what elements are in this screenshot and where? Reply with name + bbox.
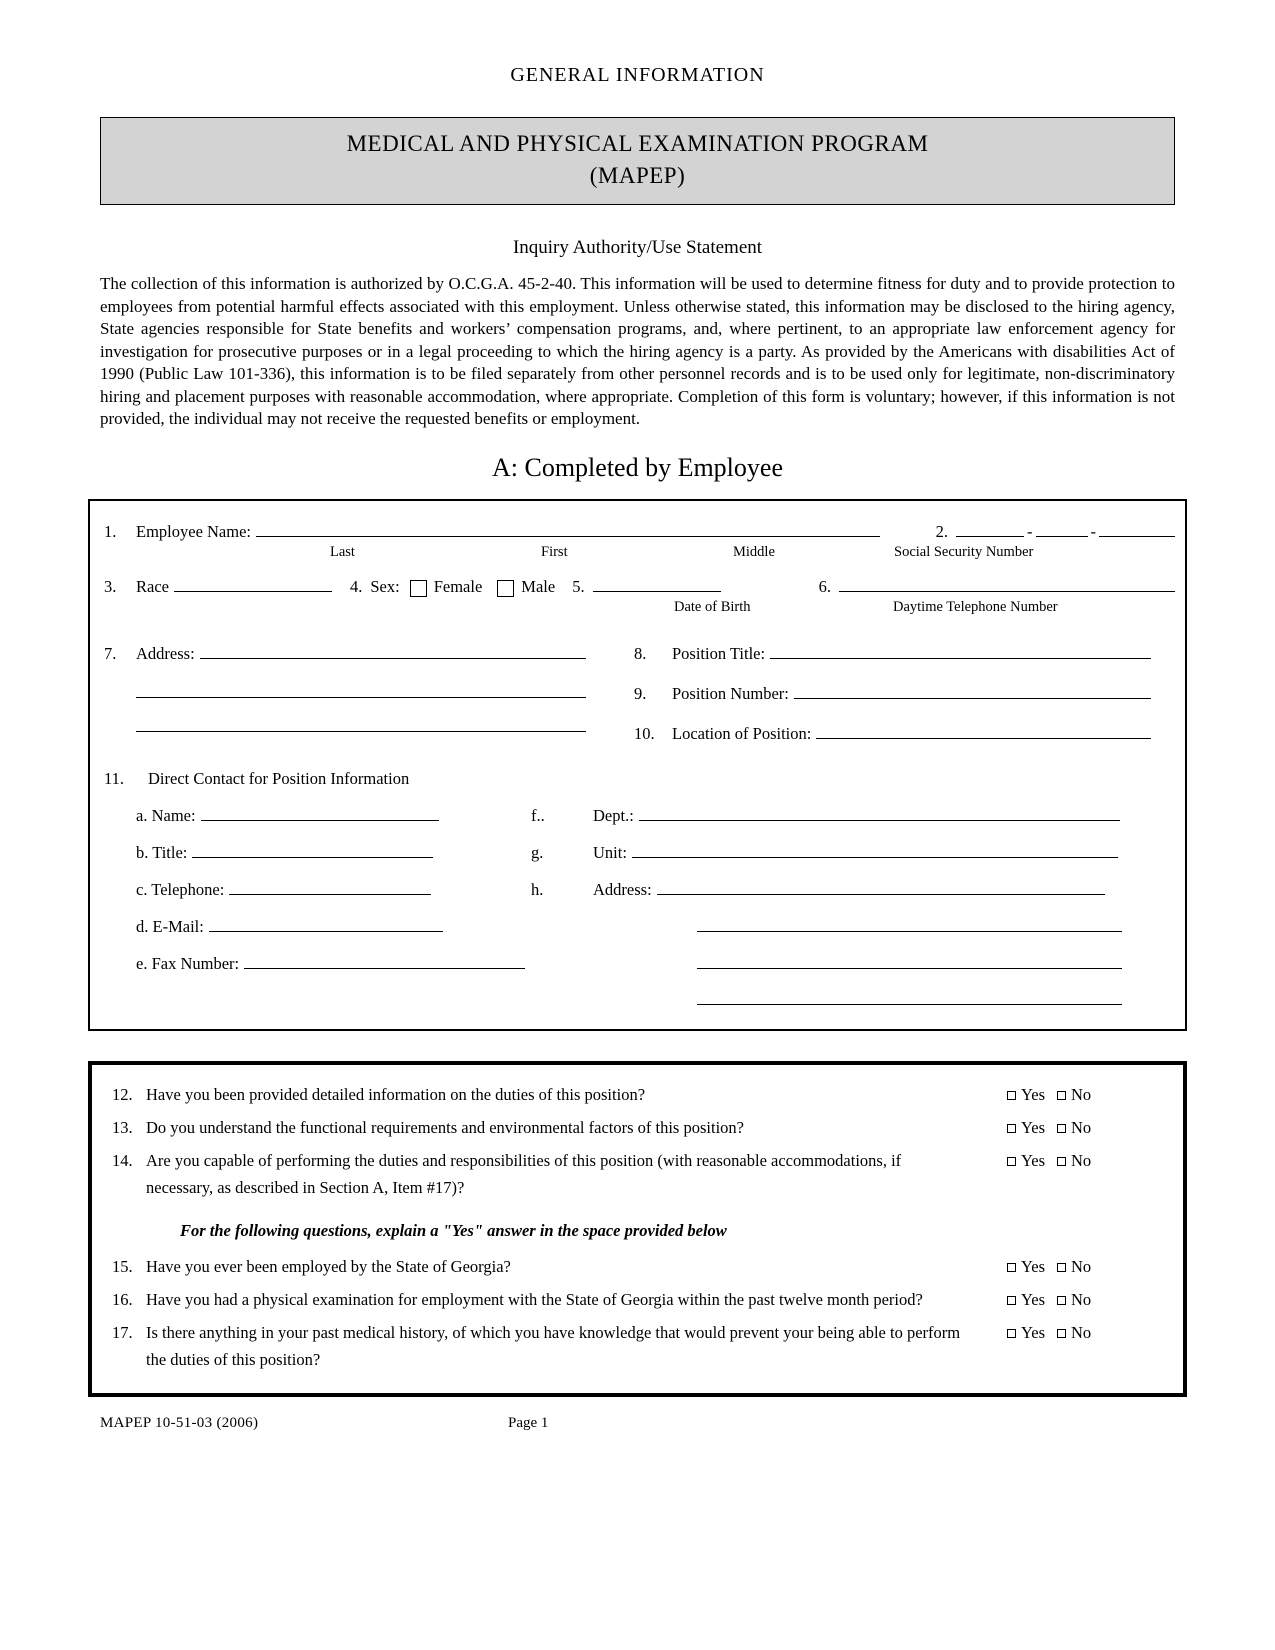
item6-number: 6. xyxy=(818,576,831,596)
ssn-part1-input[interactable] xyxy=(956,522,1024,537)
position-number-input[interactable] xyxy=(794,684,1151,699)
race-sex-dob-row xyxy=(104,576,1175,597)
question-row-15 xyxy=(112,1253,1163,1280)
no-label: No xyxy=(1071,1084,1092,1104)
questions-box xyxy=(88,1061,1187,1397)
page-footer xyxy=(88,1415,1187,1432)
contact-name-input[interactable] xyxy=(201,806,439,821)
contact-title-label: b. Title: xyxy=(136,842,188,862)
yes-checkbox[interactable] xyxy=(1007,1263,1016,1272)
contact-row xyxy=(104,842,1175,863)
yes-no-options xyxy=(1007,1081,1163,1108)
question-number: 17. xyxy=(112,1322,133,1342)
daytime-phone-input[interactable] xyxy=(839,577,1175,592)
yes-no-options xyxy=(1007,1253,1163,1280)
question-number: 13. xyxy=(112,1117,133,1137)
contact-unit-cell xyxy=(593,842,1175,863)
dob-phone-sublabels-row xyxy=(104,599,1175,619)
no-checkbox[interactable] xyxy=(1057,1329,1066,1338)
question-number: 16. xyxy=(112,1289,133,1309)
question-text: Have you ever been employed by the State of Georgia? xyxy=(146,1256,511,1276)
contact-address-line2-input[interactable] xyxy=(697,917,1122,932)
contact-address-line1-input[interactable] xyxy=(657,880,1105,895)
employee-name-row xyxy=(104,521,1175,542)
question-row-14 xyxy=(112,1147,1163,1201)
contact-address-cell xyxy=(593,879,1175,900)
employee-name-input[interactable] xyxy=(256,522,880,537)
date-of-birth-input[interactable] xyxy=(593,577,721,592)
position-column xyxy=(634,643,1175,744)
section-a-box xyxy=(88,499,1187,1031)
yes-checkbox[interactable] xyxy=(1007,1329,1016,1338)
contact-telephone-cell xyxy=(104,879,531,900)
item5-number: 5. xyxy=(572,576,585,596)
item7-number: 7. xyxy=(104,643,117,663)
position-location-row xyxy=(634,723,1175,744)
question-row-13 xyxy=(112,1114,1163,1141)
question-number: 12. xyxy=(112,1084,133,1104)
question-row-12 xyxy=(112,1081,1163,1108)
position-title-label: Position Title: xyxy=(672,643,766,663)
address-label: Address: xyxy=(136,643,195,663)
yes-label: Yes xyxy=(1021,1289,1046,1309)
no-label: No xyxy=(1071,1289,1092,1309)
program-subtitle: (MAPEP) xyxy=(589,163,686,188)
contact-unit-label: Unit: xyxy=(593,842,627,862)
contact-address-label: Address: xyxy=(593,879,652,899)
question-text: Have you been provided detailed information on the duties of this position? xyxy=(146,1084,646,1104)
position-number-row xyxy=(634,683,1175,704)
yes-no-options xyxy=(1007,1286,1163,1313)
contact-row xyxy=(104,879,1175,900)
contact-unit-input[interactable] xyxy=(632,843,1118,858)
yes-explanation-instruction: For the following questions, explain a "Yes" answer in the space provided below xyxy=(180,1220,727,1240)
yes-label: Yes xyxy=(1021,1256,1046,1276)
address-column xyxy=(104,643,586,732)
contact-dept-letter: f.. xyxy=(531,805,545,825)
position-title-row xyxy=(634,643,1175,664)
contact-email-label: d. E-Mail: xyxy=(136,916,204,936)
question-row-17 xyxy=(112,1319,1163,1373)
question-text: Are you capable of performing the duties and responsibilities of this position (with reasonable accommodations, if necessary, as described in Section A, Item #17)? xyxy=(146,1150,902,1197)
question-text: Have you had a physical examination for employment with the State of Georgia within the past twelve month period? xyxy=(146,1289,923,1309)
no-checkbox[interactable] xyxy=(1057,1124,1066,1133)
yes-checkbox[interactable] xyxy=(1007,1157,1016,1166)
contact-telephone-input[interactable] xyxy=(229,880,431,895)
item4-number: 4. xyxy=(349,576,363,596)
position-title-input[interactable] xyxy=(770,644,1151,659)
page-heading: GENERAL INFORMATION xyxy=(510,64,765,86)
position-location-label: Location of Position: xyxy=(672,723,812,743)
question-number: 15. xyxy=(112,1256,133,1276)
contact-telephone-label: c. Telephone: xyxy=(136,879,225,899)
yes-no-options xyxy=(1007,1147,1163,1174)
question-text: Is there anything in your past medical history, of which you have knowledge that would prevent your being able to perform the duties of this position? xyxy=(146,1322,961,1369)
first-name-sublabel: First xyxy=(541,543,568,560)
employee-name-label: Employee Name: xyxy=(136,521,252,541)
address-row xyxy=(104,643,586,664)
item3-number: 3. xyxy=(104,576,117,596)
no-checkbox[interactable] xyxy=(1057,1263,1066,1272)
daytime-phone-sublabel: Daytime Telephone Number xyxy=(893,598,1058,615)
direct-contact-header xyxy=(104,768,1175,789)
contact-dept-label: Dept.: xyxy=(593,805,634,825)
item8-number: 8. xyxy=(634,643,647,663)
contact-row xyxy=(104,953,1175,974)
contact-fax-cell xyxy=(104,953,531,974)
program-title-box xyxy=(100,117,1175,205)
ssn-separator: - xyxy=(1027,521,1033,541)
statement-title: Inquiry Authority/Use Statement xyxy=(512,237,763,258)
yes-checkbox[interactable] xyxy=(1007,1091,1016,1100)
item1-number: 1. xyxy=(104,521,117,541)
contact-name-label: a. Name: xyxy=(136,805,196,825)
address-line3-input[interactable] xyxy=(136,717,586,732)
contact-address-letter: h. xyxy=(531,879,544,899)
address-row xyxy=(104,717,586,732)
date-of-birth-sublabel: Date of Birth xyxy=(674,598,751,615)
contact-dept-cell xyxy=(593,805,1175,826)
no-checkbox[interactable] xyxy=(1057,1296,1066,1305)
contact-row xyxy=(104,805,1175,826)
contact-dept-input[interactable] xyxy=(639,806,1120,821)
contact-email-cell xyxy=(104,916,531,937)
race-input[interactable] xyxy=(174,577,332,592)
contact-unit-letter: g. xyxy=(531,842,544,862)
last-name-sublabel: Last xyxy=(330,543,355,560)
male-label: Male xyxy=(521,576,556,596)
contact-fax-input[interactable] xyxy=(244,954,525,969)
ssn-separator: - xyxy=(1090,521,1096,541)
position-number-label: Position Number: xyxy=(672,683,789,703)
contact-address-line4-input[interactable] xyxy=(697,990,1122,1005)
direct-contact-label: Direct Contact for Position Information xyxy=(148,768,410,788)
position-location-input[interactable] xyxy=(816,724,1151,739)
contact-title-input[interactable] xyxy=(192,843,433,858)
section-a-title: A: Completed by Employee xyxy=(491,452,783,482)
female-label: Female xyxy=(433,576,483,596)
sex-label: Sex: xyxy=(370,576,400,596)
contact-title-cell xyxy=(104,842,531,863)
contact-fax-label: e. Fax Number: xyxy=(136,953,240,973)
yes-label: Yes xyxy=(1021,1322,1046,1342)
question-row-16 xyxy=(112,1286,1163,1313)
male-checkbox[interactable] xyxy=(497,580,514,597)
item10-number: 10. xyxy=(634,723,655,743)
contact-row xyxy=(104,916,1175,937)
contact-address-cont-cell xyxy=(593,917,1175,932)
address-position-row xyxy=(104,643,1175,744)
program-title: MEDICAL AND PHYSICAL EXAMINATION PROGRAM xyxy=(346,131,929,156)
address-row xyxy=(104,683,586,698)
no-checkbox[interactable] xyxy=(1057,1157,1066,1166)
yes-label: Yes xyxy=(1021,1150,1046,1170)
female-checkbox[interactable] xyxy=(410,580,427,597)
page-number: Page 1 xyxy=(508,1414,549,1431)
question-text: Do you understand the functional requirements and environmental factors of this position? xyxy=(146,1117,744,1137)
question-number: 14. xyxy=(112,1150,133,1170)
contact-row xyxy=(104,990,1175,1005)
no-label: No xyxy=(1071,1322,1092,1342)
yes-label: Yes xyxy=(1021,1117,1046,1137)
contact-email-input[interactable] xyxy=(209,917,443,932)
contact-address-cont-cell xyxy=(593,990,1175,1005)
address-line2-input[interactable] xyxy=(136,683,586,698)
contact-address-cont-cell xyxy=(593,954,1175,969)
ssn-sublabel: Social Security Number xyxy=(894,543,1034,560)
name-sublabels-row xyxy=(104,544,1175,564)
no-label: No xyxy=(1071,1150,1092,1170)
contact-name-cell xyxy=(104,805,531,826)
form-code: MAPEP 10-51-03 (2006) xyxy=(100,1414,259,1431)
ssn-part3-input[interactable] xyxy=(1099,522,1175,537)
contact-address-line3-input[interactable] xyxy=(697,954,1122,969)
yes-no-options xyxy=(1007,1319,1163,1346)
statement-text: The collection of this information is authorized by O.C.G.A. 45-2-40. This information will be used to determine fitness for duty and to provide protection to employees from potential harmful effects associated with this employment. Unless otherwise stated, this information may be disclosed to the hiring agency, State agencies responsible for State benefits and workers’ compensation programs, and, where pertinent, to an appropriate law enforcement agency for investigation for prosecutive purposes or in a legal proceeding to which the hiring agency is a party. As provided by the Americans with disabilities Act of 1990 (Public Law 101-336), this information is to be filed separately from other personnel records and is to be used only for legitimate, non-discriminatory hiring and placement purposes with reasonable accommodation, where appropriate. Completion of this form is voluntary; however, if this information is not provided, the individual may not receive the requested benefits or employment. xyxy=(100,274,1175,428)
yes-label: Yes xyxy=(1021,1084,1046,1104)
item11-number: 11. xyxy=(104,768,125,788)
yes-no-options xyxy=(1007,1114,1163,1141)
no-checkbox[interactable] xyxy=(1057,1091,1066,1100)
no-label: No xyxy=(1071,1117,1092,1137)
item2-number: 2. xyxy=(935,521,948,541)
yes-checkbox[interactable] xyxy=(1007,1296,1016,1305)
ssn-part2-input[interactable] xyxy=(1036,522,1088,537)
middle-name-sublabel: Middle xyxy=(733,543,775,560)
race-label: Race xyxy=(136,576,169,596)
item9-number: 9. xyxy=(634,683,647,703)
address-line1-input[interactable] xyxy=(200,644,586,659)
yes-checkbox[interactable] xyxy=(1007,1124,1016,1133)
no-label: No xyxy=(1071,1256,1092,1276)
